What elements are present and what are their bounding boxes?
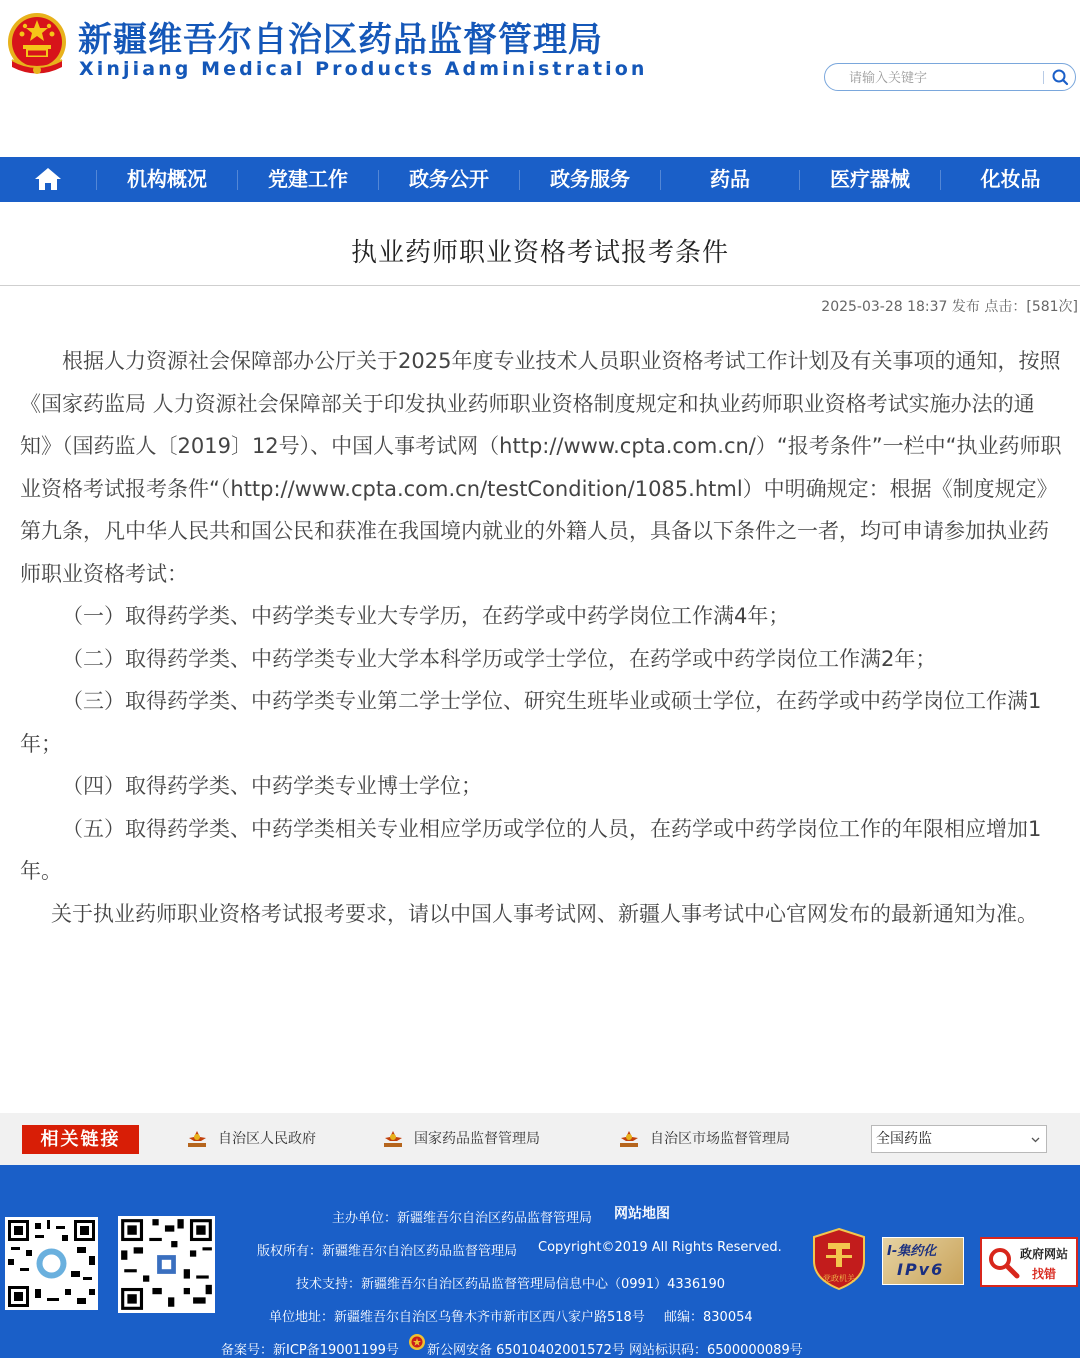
site-header	[0, 0, 1080, 157]
article-title: 执业药师职业资格考试报考条件	[350, 238, 729, 268]
related-links-bar	[0, 1113, 1080, 1165]
nav-item-gov-service[interactable]: 政务服务	[550, 167, 630, 191]
title-divider	[0, 285, 1080, 286]
police-badge-icon	[408, 1333, 426, 1351]
footer-address: 单位地址：新疆维吾尔自治区乌鲁木齐市新市区西八家户路518号	[269, 1310, 645, 1325]
search-input[interactable]	[847, 67, 1041, 89]
site-title-en: Xinjiang Medical Products Administration	[79, 58, 648, 80]
footer-sponsor-text: 主办单位：新疆维吾尔自治区药品监督管理局	[332, 1211, 593, 1226]
main-nav	[0, 157, 1080, 202]
ipv6-badge-top: I-集约化	[887, 1244, 937, 1259]
footer-copyright-en: Copyright©2019 All Rights Reserved.	[538, 1240, 782, 1255]
qr-code-icon	[5, 1217, 98, 1310]
party-gov-badge-label: 党政机关	[823, 1274, 855, 1283]
footer-tech-support: 技术支持：新疆维吾尔自治区药品监督管理局信息中心（0991）4336190	[296, 1277, 725, 1292]
national-emblem-icon	[6, 12, 68, 78]
article-paragraph: （二）取得药学类、中药学类专业大学本科学历或学士学位，在药学或中药学岗位工作满2年；	[62, 646, 937, 671]
related-links-label: 相关链接	[22, 1125, 139, 1154]
footer-copyright: 版权所有：新疆维吾尔自治区药品监督管理局	[257, 1244, 518, 1259]
nav-item-about[interactable]: 机构概况	[127, 167, 207, 191]
nav-item-drugs[interactable]: 药品	[710, 167, 750, 191]
link-nmpa[interactable]	[382, 1127, 540, 1151]
footer-sponsor	[332, 1207, 592, 1226]
drug-admin-select[interactable]	[871, 1125, 1047, 1153]
article-meta: 2025-03-28 18:37 发布 点击：[581次]	[821, 299, 1078, 315]
nav-item-party[interactable]: 党建工作	[268, 167, 348, 191]
site-footer	[0, 1165, 1080, 1358]
emblem-icon	[186, 1129, 208, 1149]
search-box	[824, 63, 1076, 91]
footer-postcode: 邮编：830054	[664, 1310, 753, 1325]
magnifier-icon	[986, 1245, 1020, 1279]
footer-site-code: 网站标识码：6500000089号	[629, 1343, 803, 1358]
search-icon[interactable]	[1049, 66, 1071, 88]
article-body	[20, 340, 1065, 935]
search-divider	[1043, 71, 1044, 84]
footer-police-record[interactable]: 新公网安备 65010402001572号	[427, 1343, 625, 1358]
sitemap-link[interactable]: 网站地图	[614, 1206, 670, 1222]
error-badge-top: 政府网站	[1020, 1247, 1069, 1261]
footer-icp[interactable]: 备案号：新ICP备19001199号	[221, 1343, 399, 1358]
article-paragraph: （四）取得药学类、中药学类专业博士学位；	[62, 774, 482, 798]
link-label: 自治区市场监督管理局	[650, 1131, 790, 1147]
article-paragraph: 根据人力资源社会保障部办公厅关于2025年度专业技术人员职业资格考试工作计划及有关事项的通知，按照《国家药监局 人力资源社会保障部关于印发执业药师职业资格制度规定和执业药师职业资格考试实施办法的通知》（国药监人〔2019〕12号）、中国人事考试网（http://www.cpta.com.cn/）“报考条件”一栏中“执业药师职业资格考试报考条件“（http://www.cpta.com.cn/testCondition/1085.html）中明确规定：根据《制度规定》第九条，凡中华人民共和国公民和获准在我国境内就业的外籍人员，具备以下条件之一者，均可申请参加执业药师职业资格考试：	[20, 349, 1062, 586]
emblem-icon	[618, 1129, 640, 1149]
party-gov-badge[interactable]	[812, 1227, 866, 1291]
link-regional-government[interactable]	[186, 1127, 316, 1151]
article-paragraph: 关于执业药师职业资格考试报考要求，请以中国人事考试网、新疆人事考试中心官网发布的最新通知为准。	[51, 901, 1038, 926]
article-paragraph: （一）取得药学类、中药学类专业大专学历，在药学或中药学岗位工作满4年；	[62, 604, 790, 628]
link-label: 国家药品监督管理局	[414, 1131, 540, 1147]
site-title-cn: 新疆维吾尔自治区药品监督管理局	[78, 20, 603, 60]
error-badge-bottom: 找错	[1032, 1267, 1057, 1281]
qr-code-icon	[118, 1216, 215, 1313]
gov-site-error-badge[interactable]	[980, 1237, 1078, 1287]
emblem-icon	[382, 1129, 404, 1149]
article-paragraph: （五）取得药学类、中药学类相关专业相应学历或学位的人员，在药学或中药学岗位工作的年限相应增加1年。	[20, 816, 1042, 883]
link-label: 自治区人民政府	[218, 1131, 316, 1147]
nav-item-cosmetics[interactable]: 化妆品	[980, 167, 1041, 191]
nav-item-devices[interactable]: 医疗器械	[830, 167, 910, 191]
link-market-supervision[interactable]	[618, 1127, 790, 1151]
home-icon[interactable]	[34, 167, 62, 191]
article-paragraph: （三）取得药学类、中药学类专业第二学士学位、研究生班毕业或硕士学位，在药学或中药学岗位工作满1年；	[20, 689, 1042, 756]
ipv6-badge-bottom: IPv6	[897, 1260, 945, 1279]
chevron-down-icon	[1031, 1135, 1040, 1144]
nav-item-gov-open[interactable]: 政务公开	[409, 167, 489, 191]
ipv6-badge[interactable]	[882, 1237, 964, 1285]
select-value: 全国药监	[876, 1131, 932, 1147]
